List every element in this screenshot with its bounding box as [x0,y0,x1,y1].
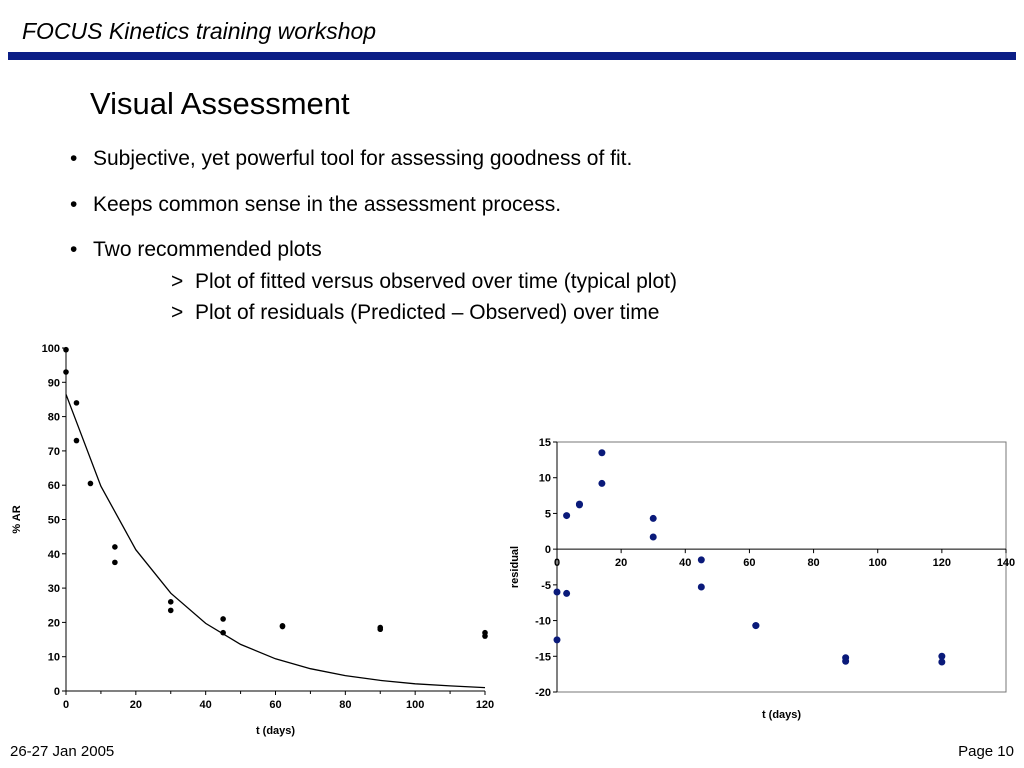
x-axis-label: t (days) [255,725,296,737]
data-point [482,633,488,639]
x-tick-label: 120 [475,699,495,711]
x-tick-label: 0 [553,557,561,570]
fitted-vs-observed-chart [0,330,500,745]
header-title: FOCUS Kinetics training workshop [22,18,377,44]
y-tick-label: 70 [47,445,60,458]
bullet-dot: • [70,238,78,261]
data-point [74,400,80,406]
data-point [280,624,286,630]
y-tick-label: 0 [544,544,551,557]
x-tick-label: 120 [932,557,952,570]
y-tick-label: 0 [53,686,60,698]
y-tick-label: 100 [41,343,60,355]
data-point [168,608,174,614]
data-point [650,534,657,541]
x-tick-label: 80 [339,699,352,711]
data-point [938,659,945,666]
data-point [63,347,69,353]
bullet-dot: • [70,193,78,216]
data-point [563,512,570,519]
bullet-dot: • [70,147,78,170]
x-tick-label: 100 [405,699,425,711]
x-tick-label: 60 [743,557,756,570]
x-tick-label: 20 [129,699,142,711]
sub-item [171,300,659,326]
footer-date: 26-27 Jan 2005 [10,743,115,760]
y-tick-label: 10 [538,472,551,485]
data-point [377,626,383,632]
x-tick-label: 20 [615,557,628,570]
data-point [554,589,561,596]
bullet-text: Subjective, yet powerful tool for assessing goodness of fit. [93,147,633,170]
y-tick-label: 50 [47,514,60,527]
data-point [598,480,605,487]
sub-marker: > [171,270,184,293]
data-point [698,556,705,563]
y-tick-label: 90 [47,377,60,390]
x-tick-label: 60 [269,699,282,711]
data-point [650,515,657,522]
x-axis-label: t (days) [761,709,802,721]
sub-text: Plot of fitted versus observed over time (typical plot) [194,270,677,293]
x-tick-label: 80 [807,557,820,570]
x-tick-label: 100 [868,557,887,570]
data-point [698,584,705,591]
data-point [220,616,226,622]
y-tick-label: 40 [47,548,60,561]
y-tick-label: 60 [47,480,60,493]
y-tick-label: 30 [47,583,60,596]
x-tick-label: 40 [199,699,212,711]
y-tick-label: -20 [535,687,551,699]
data-point [112,544,118,550]
data-point [554,636,561,643]
header-bar [8,52,1016,60]
sub-item [171,269,677,295]
bullet-text: Two recommended plots [93,238,322,261]
sub-marker: > [171,301,184,324]
y-tick-label: 15 [538,437,551,449]
y-tick-label: 20 [47,617,60,630]
y-tick-label: 5 [544,508,551,521]
slide-title: Visual Assessment [90,86,350,121]
data-point [576,501,583,508]
y-tick-label: -15 [535,651,551,664]
x-tick-label: 40 [679,557,692,570]
x-tick-label: 140 [996,557,1016,570]
y-axis-label: % AR [11,505,23,534]
fitted-curve [66,394,485,687]
x-tick-label: 0 [62,699,70,711]
data-point [88,481,94,487]
footer-page: Page 10 [958,743,1014,760]
data-point [168,599,174,605]
residuals-chart [500,430,1020,730]
data-point [112,560,118,566]
y-tick-label: 10 [47,651,60,664]
data-point [752,622,759,629]
sub-text: Plot of residuals (Predicted – Observed) over time [194,301,660,324]
y-axis-label: residual [509,545,521,589]
data-point [74,438,80,444]
data-point [63,369,69,375]
y-tick-label: -10 [535,615,551,628]
y-tick-label: -5 [541,579,551,592]
data-point [842,658,849,665]
y-tick-label: 80 [47,411,60,424]
data-point [563,590,570,597]
data-point [598,449,605,456]
bullet-text: Keeps common sense in the assessment process. [93,193,562,216]
